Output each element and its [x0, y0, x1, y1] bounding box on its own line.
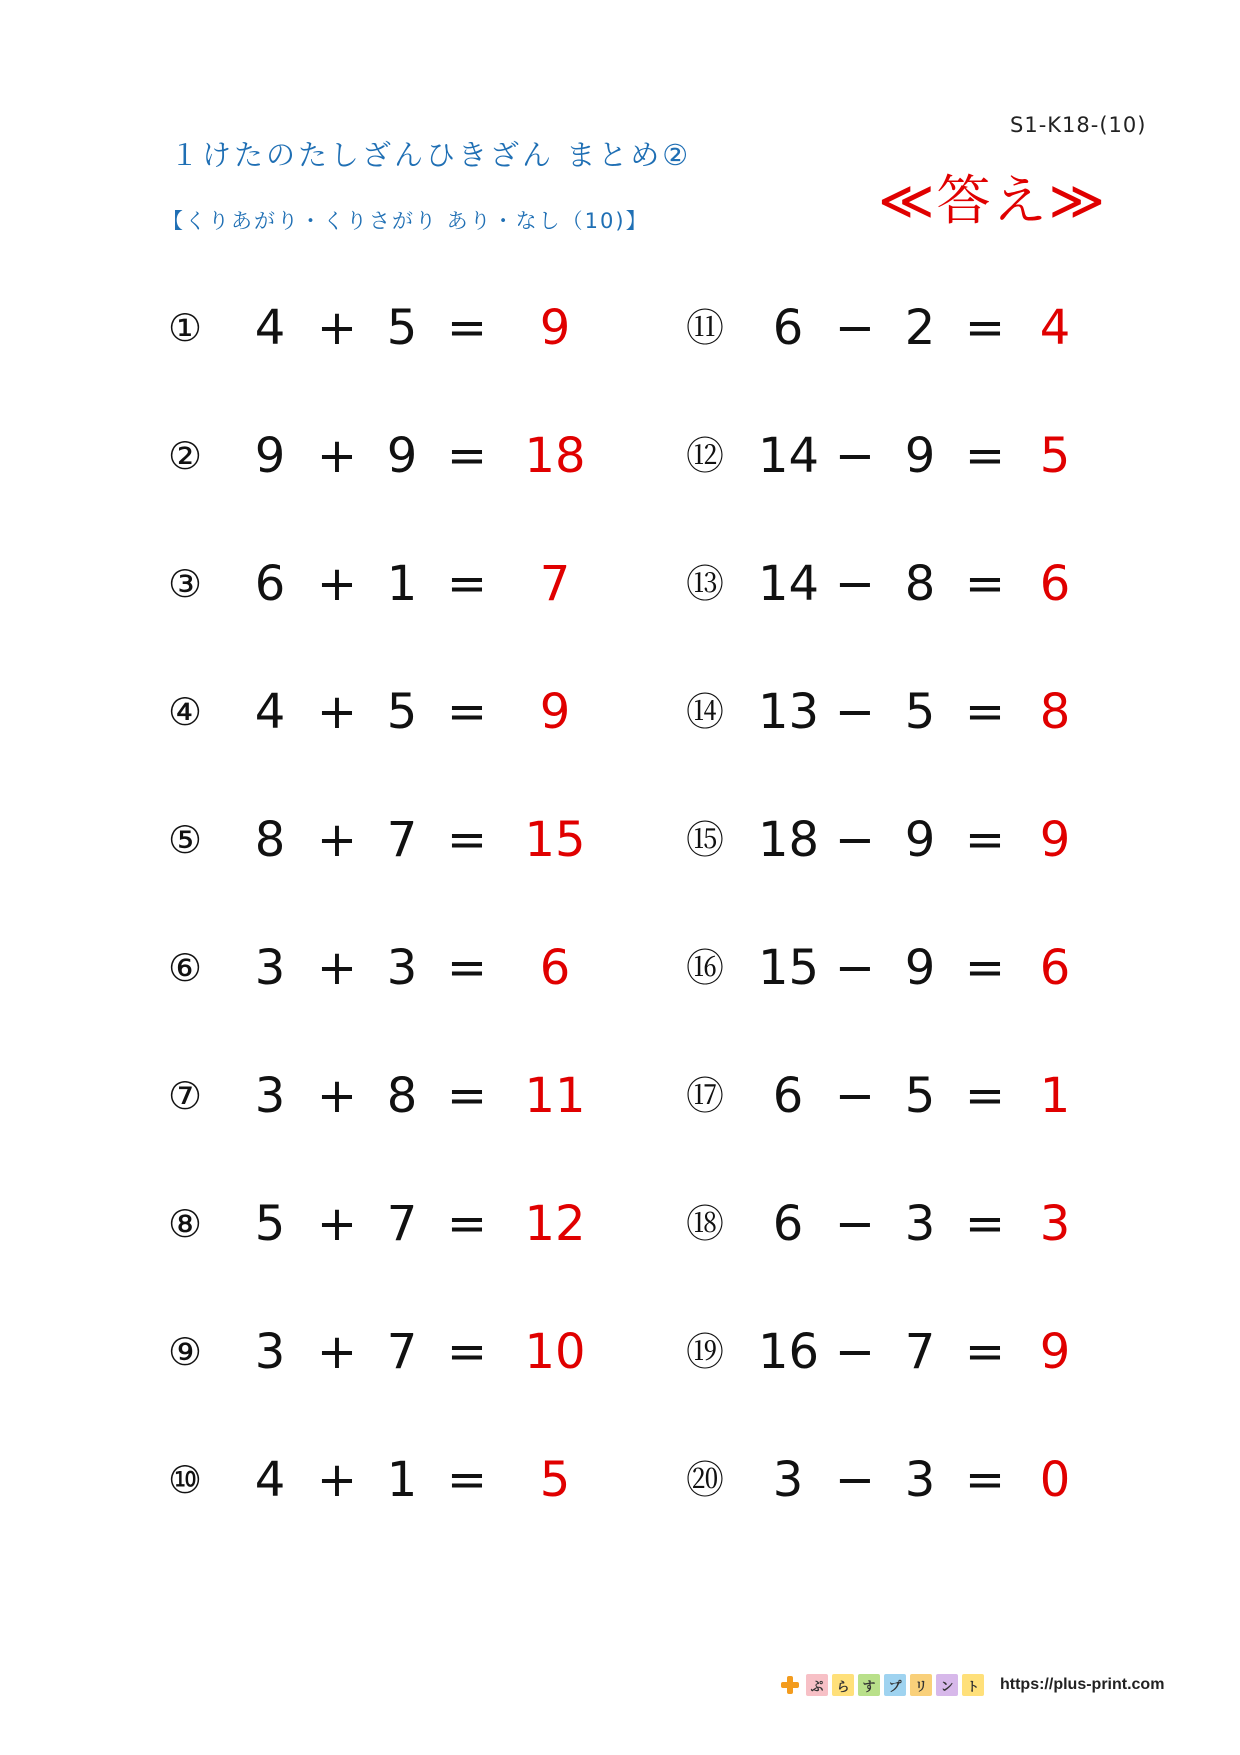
problem-number: ⑦ — [167, 1074, 203, 1118]
operand-b: 3 — [904, 1196, 936, 1252]
answer: 7 — [539, 556, 571, 612]
problem-number: ① — [167, 306, 203, 350]
operand-b: 5 — [386, 684, 418, 740]
problem-number: ⑱ — [685, 1202, 724, 1246]
problem-number: ② — [167, 434, 203, 478]
problem-number: ⑥ — [167, 946, 203, 990]
answer: 6 — [1039, 556, 1071, 612]
operator: − — [834, 684, 876, 740]
operand-b: 1 — [386, 1452, 418, 1508]
operand-b: 5 — [386, 300, 418, 356]
operator: − — [834, 1324, 876, 1380]
plus-logo-icon — [780, 1675, 800, 1695]
answer: 11 — [524, 1068, 586, 1124]
operand-b: 9 — [386, 428, 418, 484]
equals-sign: = — [964, 556, 1006, 612]
logo-tile: リ — [910, 1674, 932, 1696]
equals-sign: = — [446, 1324, 488, 1380]
answer: 8 — [1039, 684, 1071, 740]
equals-sign: = — [964, 1196, 1006, 1252]
operand-b: 9 — [904, 428, 936, 484]
problem-row — [680, 1422, 1150, 1550]
equals-sign: = — [964, 300, 1006, 356]
operator: + — [316, 556, 358, 612]
operand-b: 8 — [904, 556, 936, 612]
operand-b: 7 — [904, 1324, 936, 1380]
operand-a: 6 — [772, 1068, 804, 1124]
equals-sign: = — [446, 812, 488, 868]
operand-b: 1 — [386, 556, 418, 612]
operand-a: 14 — [758, 428, 820, 484]
problem-row — [160, 654, 630, 782]
problem-number: ⑰ — [685, 1074, 724, 1118]
equals-sign: = — [964, 1452, 1006, 1508]
problem-row — [160, 526, 630, 654]
problem-number: ⑫ — [685, 434, 724, 478]
problem-number: ⑭ — [685, 690, 724, 734]
answer: 9 — [539, 684, 571, 740]
problem-row — [680, 1166, 1150, 1294]
problem-number: ④ — [167, 690, 203, 734]
operand-a: 5 — [254, 1196, 286, 1252]
problem-row — [160, 782, 630, 910]
operand-b: 5 — [904, 684, 936, 740]
operand-b: 3 — [386, 940, 418, 996]
problem-number: ⑪ — [685, 306, 724, 350]
operand-a: 3 — [772, 1452, 804, 1508]
operator: + — [316, 300, 358, 356]
operand-a: 8 — [254, 812, 286, 868]
problem-row — [680, 654, 1150, 782]
answer: 1 — [1039, 1068, 1071, 1124]
answer: 0 — [1039, 1452, 1071, 1508]
problem-row — [160, 1294, 630, 1422]
equals-sign: = — [446, 1452, 488, 1508]
problem-row — [680, 782, 1150, 910]
operand-b: 9 — [904, 940, 936, 996]
answer: 6 — [539, 940, 571, 996]
problem-row — [680, 398, 1150, 526]
problem-row — [680, 1038, 1150, 1166]
equals-sign: = — [446, 300, 488, 356]
operand-a: 14 — [758, 556, 820, 612]
operand-b: 7 — [386, 1196, 418, 1252]
problem-row — [160, 270, 630, 398]
equals-sign: = — [964, 812, 1006, 868]
problem-row — [680, 526, 1150, 654]
answer: 18 — [524, 428, 586, 484]
operator: + — [316, 1452, 358, 1508]
operand-b: 8 — [386, 1068, 418, 1124]
operand-a: 9 — [254, 428, 286, 484]
operator: − — [834, 1196, 876, 1252]
equals-sign: = — [446, 556, 488, 612]
problem-number: ③ — [167, 562, 203, 606]
answer: 5 — [1039, 428, 1071, 484]
equals-sign: = — [964, 684, 1006, 740]
equals-sign: = — [964, 940, 1006, 996]
answer: 4 — [1039, 300, 1071, 356]
problem-number: ⑬ — [685, 562, 724, 606]
problem-number: ⑧ — [167, 1202, 203, 1246]
equals-sign: = — [964, 1324, 1006, 1380]
logo-tile: ぷ — [806, 1674, 828, 1696]
logo-tile: ら — [832, 1674, 854, 1696]
equals-sign: = — [446, 428, 488, 484]
problem-row — [160, 398, 630, 526]
problem-number: ⑲ — [685, 1330, 724, 1374]
operator: − — [834, 1068, 876, 1124]
operator: + — [316, 812, 358, 868]
problem-row — [680, 270, 1150, 398]
operand-a: 3 — [254, 1068, 286, 1124]
answer: 9 — [1039, 1324, 1071, 1380]
operator: − — [834, 812, 876, 868]
footer-logo[interactable] — [780, 1670, 1164, 1700]
operand-b: 3 — [904, 1452, 936, 1508]
operator: − — [834, 940, 876, 996]
answer: 5 — [539, 1452, 571, 1508]
operator: − — [834, 556, 876, 612]
problem-number: ⑩ — [167, 1458, 203, 1502]
answer: 6 — [1039, 940, 1071, 996]
equals-sign: = — [964, 428, 1006, 484]
problem-number: ⑨ — [167, 1330, 203, 1374]
answer: 15 — [524, 812, 586, 868]
problem-number: ⑮ — [685, 818, 724, 862]
problem-row — [680, 910, 1150, 1038]
operand-a: 13 — [758, 684, 820, 740]
operand-a: 4 — [254, 300, 286, 356]
operand-b: 7 — [386, 812, 418, 868]
problem-number: ⑳ — [685, 1458, 724, 1502]
problem-row — [160, 1422, 630, 1550]
logo-tile: ト — [962, 1674, 984, 1696]
operator: + — [316, 428, 358, 484]
operator: + — [316, 684, 358, 740]
right-problem-column — [680, 270, 1150, 1550]
logo-tile: プ — [884, 1674, 906, 1696]
operand-b: 5 — [904, 1068, 936, 1124]
left-problem-column — [160, 270, 630, 1550]
logo-tile: す — [858, 1674, 880, 1696]
equals-sign: = — [446, 940, 488, 996]
problem-row — [160, 1038, 630, 1166]
operand-a: 3 — [254, 1324, 286, 1380]
operator: + — [316, 1196, 358, 1252]
operand-a: 6 — [772, 1196, 804, 1252]
worksheet-code: S1-K18-(10) — [1010, 113, 1147, 137]
operand-b: 2 — [904, 300, 936, 356]
operand-a: 4 — [254, 1452, 286, 1508]
problem-number: ⑤ — [167, 818, 203, 862]
problem-row — [680, 1294, 1150, 1422]
operand-a: 18 — [758, 812, 820, 868]
answer: 10 — [524, 1324, 586, 1380]
operand-a: 6 — [254, 556, 286, 612]
worksheet-subtitle: 【くりあがり・くりさがり あり・なし（10)】 — [162, 209, 649, 233]
operator: − — [834, 1452, 876, 1508]
answer: 3 — [1039, 1196, 1071, 1252]
operand-a: 15 — [758, 940, 820, 996]
operator: + — [316, 1324, 358, 1380]
equals-sign: = — [446, 684, 488, 740]
operator: − — [834, 428, 876, 484]
operand-a: 3 — [254, 940, 286, 996]
problem-row — [160, 1166, 630, 1294]
answer-label: ≪答え≫ — [878, 169, 1108, 232]
problem-number: ⑯ — [685, 946, 724, 990]
equals-sign: = — [964, 1068, 1006, 1124]
worksheet-title: １けたのたしざんひきざん まとめ② — [170, 138, 692, 172]
answer: 9 — [539, 300, 571, 356]
operand-b: 9 — [904, 812, 936, 868]
operator: − — [834, 300, 876, 356]
equals-sign: = — [446, 1068, 488, 1124]
operand-a: 6 — [772, 300, 804, 356]
operator: + — [316, 1068, 358, 1124]
operand-a: 4 — [254, 684, 286, 740]
answer: 9 — [1039, 812, 1071, 868]
equals-sign: = — [446, 1196, 488, 1252]
site-url-link[interactable]: https://plus-print.com — [1000, 1676, 1165, 1693]
logo-tile: ン — [936, 1674, 958, 1696]
answer: 12 — [524, 1196, 586, 1252]
operator: + — [316, 940, 358, 996]
operand-a: 16 — [758, 1324, 820, 1380]
operand-b: 7 — [386, 1324, 418, 1380]
problem-row — [160, 910, 630, 1038]
